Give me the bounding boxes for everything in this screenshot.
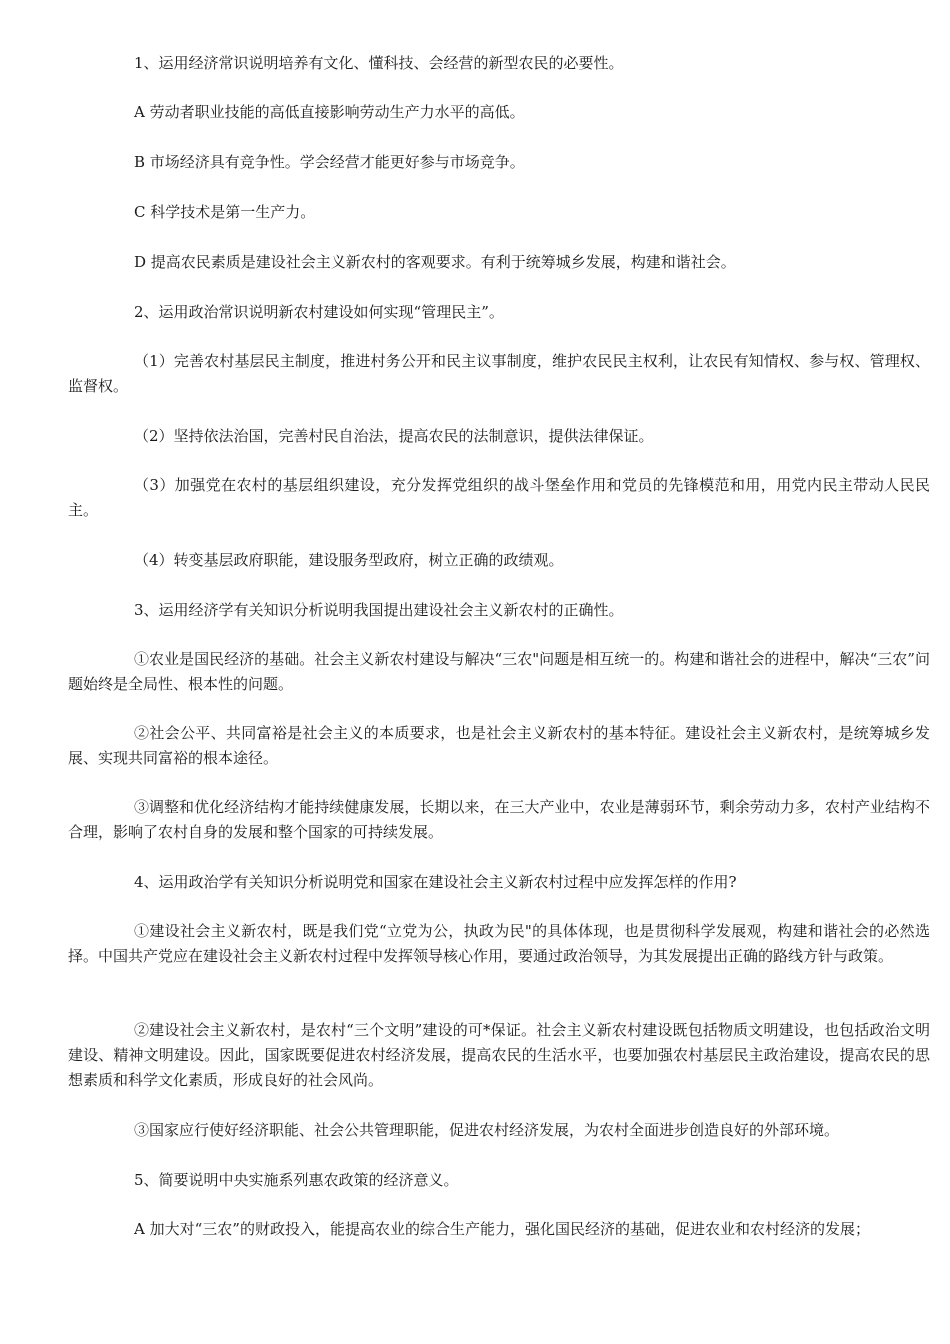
answer-4-2: ②建设社会主义新农村，是农村“三个文明”建设的可*保证。社会主义新农村建设既包括物质文明建设，也包括政治文明建设、精神文明建设。因此，国家既要促进农村经济发展，提高农民的生活水平，也要加强农村基层民主政治建设，提高农民的思想素质和科学文化素质，形成良好的社会风尚。 bbox=[68, 1021, 930, 1089]
question-5: 5、简要说明中央实施系列惠农政策的经济意义。 bbox=[134, 1171, 459, 1189]
answer-5-a: A 加大对“三农”的财政投入，能提高农业的综合生产能力，强化国民经济的基础，促进农业和农村经济的发展； bbox=[134, 1220, 870, 1238]
answer-1-d: D 提高农民素质是建设社会主义新农村的客观要求。有利于统筹城乡发展，构建和谐社会。 bbox=[134, 253, 736, 271]
answer-4-1: ①建设社会主义新农村，既是我们党“立党为公，执政为民"的具体体现，也是贯彻科学发展观，构建和谐社会的必然选择。中国共产党应在建设社会主义新农村过程中发挥领导核心作用，要通过政治领导，为其发展提出正确的路线方针与政策。 bbox=[68, 922, 930, 965]
answer-2-2: （2）坚持依法治国，完善村民自治法，提高农民的法制意识，提供法律保证。 bbox=[134, 427, 654, 445]
answer-3-3: ③调整和优化经济结构才能持续健康发展，长期以来，在三大产业中，农业是薄弱环节，剩余劳动力多，农村产业结构不合理，影响了农村自身的发展和整个国家的可持续发展。 bbox=[68, 798, 930, 841]
answer-1-c: C 科学技术是第一生产力。 bbox=[134, 203, 316, 221]
answer-3-2: ②社会公平、共同富裕是社会主义的本质要求，也是社会主义新农村的基本特征。建设社会主义新农村，是统筹城乡发展、实现共同富裕的根本途径。 bbox=[68, 724, 930, 767]
answer-2-4: （4）转变基层政府职能，建设服务型政府，树立正确的政绩观。 bbox=[134, 551, 564, 569]
answer-2-1: （1）完善农村基层民主制度，推进村务公开和民主议事制度，维护农民民主权利，让农民有知情权、参与权、管理权、监督权。 bbox=[68, 352, 930, 395]
answer-1-a: A 劳动者职业技能的高低直接影响劳动生产力水平的高低。 bbox=[134, 103, 525, 121]
question-3: 3、运用经济学有关知识分析说明我国提出建设社会主义新农村的正确性。 bbox=[134, 601, 624, 619]
answer-4-3: ③国家应行使好经济职能、社会公共管理职能，促进农村经济发展，为农村全面进步创造良好的外部环境。 bbox=[134, 1121, 840, 1139]
question-1: 1、运用经济常识说明培养有文化、懂科技、会经营的新型农民的必要性。 bbox=[134, 54, 624, 72]
question-4: 4、运用政治学有关知识分析说明党和国家在建设社会主义新农村过程中应发挥怎样的作用? bbox=[134, 873, 737, 891]
question-2: 2、运用政治常识说明新农村建设如何实现“管理民主”。 bbox=[134, 303, 504, 321]
answer-2-3: （3）加强党在农村的基层组织建设，充分发挥党组织的战斗堡垒作用和党员的先锋模范和用，用党内民主带动人民民主。 bbox=[68, 476, 930, 519]
answer-1-b: B 市场经济具有竞争性。学会经营才能更好参与市场竞争。 bbox=[134, 153, 525, 171]
answer-3-1: ①农业是国民经济的基础。社会主义新农村建设与解决“三农"问题是相互统一的。构建和谐社会的进程中，解决“三农”问题始终是全局性、根本性的问题。 bbox=[68, 650, 930, 693]
